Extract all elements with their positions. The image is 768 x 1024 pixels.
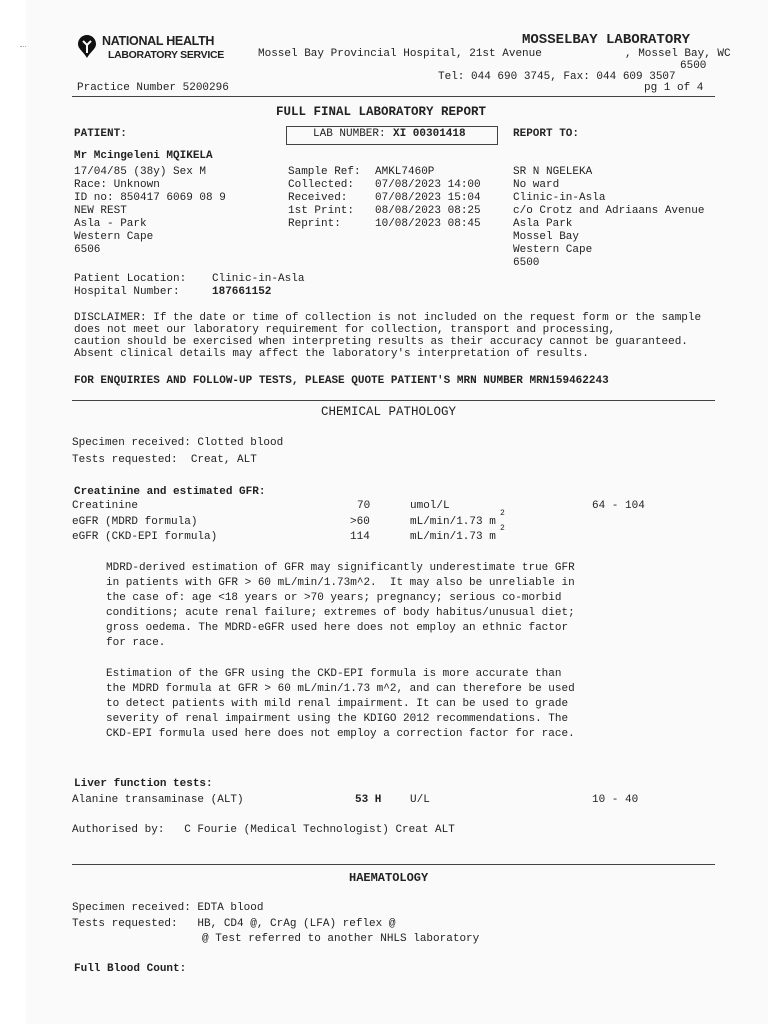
result-value: 114 (350, 531, 370, 543)
divider (72, 864, 715, 865)
collected-value: 07/08/2023 14:00 (375, 179, 481, 191)
hospital-number: 187661152 (212, 286, 272, 298)
enquiries-note: FOR ENQUIRIES AND FOLLOW-UP TESTS, PLEASE QUOTE PATIENT'S MRN NUMBER MRN159462243 (74, 375, 609, 387)
report-title: FULL FINAL LABORATORY REPORT (276, 105, 487, 119)
report-to-line-8: 6500 (513, 257, 540, 269)
page-indicator: pg 1 of 4 (644, 82, 704, 94)
sample-ref: AMKL7460P (375, 166, 435, 178)
patient-location-label: Patient Location: (74, 273, 187, 285)
full-blood-count-heading: Full Blood Count: (74, 963, 187, 975)
haem-tests-requested: Tests requested: HB, CD4 @, CrAg (LFA) reflex @ (72, 918, 396, 930)
reprint-label: Reprint: (288, 218, 341, 230)
lab-number: XI 00301418 (393, 128, 466, 140)
lab-contact: Tel: 044 690 3745, Fax: 044 609 3507 (438, 71, 676, 83)
result-unit: umol/L (410, 500, 450, 512)
haem-specimen: Specimen received: EDTA blood (72, 902, 264, 914)
sample-ref-label: Sample Ref: (288, 166, 361, 178)
divider (72, 96, 715, 97)
lab-address: Mossel Bay Provincial Hospital, 21st Avenue (258, 48, 542, 60)
divider (72, 400, 715, 401)
result-unit: mL/min/1.73 m (410, 516, 496, 528)
ckd-epi-note-line: CKD-EPI formula used here does not employ a correction factor for race. (106, 728, 575, 740)
patient-id: ID no: 850417 6069 08 9 (74, 192, 226, 204)
report-to-line-7: Western Cape (513, 244, 593, 256)
unit-superscript: 2 (500, 524, 505, 533)
disclaimer-line-1: DISCLAIMER: If the date or time of collection is not included on the request form or the sample (74, 312, 702, 324)
hospital-number-label: Hospital Number: (74, 286, 180, 298)
report-to-line-6: Mossel Bay (513, 231, 580, 243)
result-value-flagged: 53 H (355, 794, 382, 806)
org-name-line2: LABORATORY SERVICE (108, 49, 224, 61)
lab-name: MOSSELBAY LABORATORY (522, 32, 691, 48)
patient-label: PATIENT: (74, 128, 127, 140)
collected-label: Collected: (288, 179, 355, 191)
nhls-logo-icon (74, 33, 100, 59)
mdrd-note-line: in patients with GFR > 60 mL/min/1.73m^2. It may also be unreliable in (106, 577, 575, 589)
report-to-line-2: No ward (513, 179, 560, 191)
unit-superscript: 2 (500, 509, 505, 518)
patient-name: Mr Mcingeleni MQIKELA (74, 150, 213, 162)
patient-address-1: NEW REST (74, 205, 127, 217)
result-name: eGFR (CKD-EPI formula) (72, 531, 218, 543)
mdrd-note-line: MDRD-derived estimation of GFR may significantly underestimate true GFR (106, 562, 575, 574)
haem-tests-note: @ Test referred to another NHLS laboratory (202, 933, 480, 945)
result-name: Alanine transaminase (ALT) (72, 794, 244, 806)
org-name-line1: NATIONAL HEALTH (102, 34, 215, 48)
report-to-line-3: Clinic-in-Asla (513, 192, 606, 204)
disclaimer-line-4: Absent clinical details may affect the laboratory's interpretation of results. (74, 348, 589, 360)
mdrd-note-line: for race. (106, 637, 166, 649)
lab-postcode: 6500 (680, 60, 707, 72)
report-to-label: REPORT TO: (513, 128, 580, 140)
patient-address-4: 6506 (74, 244, 101, 256)
ckd-epi-note-line: Estimation of the GFR using the CKD-EPI formula is more accurate than (106, 668, 562, 680)
received-value: 07/08/2023 15:04 (375, 192, 481, 204)
liver-function-heading: Liver function tests: (74, 778, 213, 790)
result-value: >60 (350, 516, 370, 528)
authorised-by: Authorised by: C Fourie (Medical Technologist) Creat ALT (72, 824, 455, 836)
patient-location: Clinic-in-Asla (212, 273, 305, 285)
received-label: Received: (288, 192, 348, 204)
patient-race: Race: Unknown (74, 179, 160, 191)
chem-specimen: Specimen received: Clotted blood (72, 437, 284, 449)
lab-number-label: LAB NUMBER: (313, 128, 386, 140)
patient-address-3: Western Cape (74, 231, 154, 243)
result-name: Creatinine (72, 500, 139, 512)
result-name: eGFR (MDRD formula) (72, 516, 198, 528)
disclaimer-line-2: does not meet our laboratory requirement for collection, transport and processing, (74, 324, 616, 336)
ckd-epi-note-line: severity of renal impairment using the KDIGO 2012 recommendations. The (106, 713, 569, 725)
patient-address-2: Asla - Park (74, 218, 147, 230)
mdrd-note-line: the case of: age <18 years or >70 years; pregnancy; serious co-morbid (106, 592, 562, 604)
ckd-epi-note-line: to detect patients with mild renal impairment. It can be used to grade (106, 698, 569, 710)
first-print-value: 08/08/2023 08:25 (375, 205, 481, 217)
result-unit: U/L (410, 794, 430, 806)
result-range: 64 - 104 (592, 500, 645, 512)
ckd-epi-note-line: the MDRD formula at GFR > 60 mL/min/1.73 m^2, and can therefore be used (106, 683, 575, 695)
chem-tests-requested: Tests requested: Creat, ALT (72, 454, 257, 466)
first-print-label: 1st Print: (288, 205, 355, 217)
mdrd-note-line: gross oedema. The MDRD-eGFR used here does not employ an ethnic factor (106, 622, 569, 634)
lab-address-cont: , Mossel Bay, WC (625, 48, 731, 60)
reprint-value: 10/08/2023 08:45 (375, 218, 481, 230)
patient-dob-sex: 17/04/85 (38y) Sex M (74, 166, 207, 178)
disclaimer-line-3: caution should be exercised when interpreting results as their accuracy cannot be guaranteed. (74, 336, 688, 348)
report-to-line-4: c/o Crotz and Adriaans Avenue (513, 205, 705, 217)
section-title-haematology: HAEMATOLOGY (349, 871, 429, 885)
practice-number: Practice Number 5200296 (77, 82, 229, 94)
result-unit: mL/min/1.73 m (410, 531, 496, 543)
result-range: 10 - 40 (592, 794, 639, 806)
mdrd-note-line: conditions; acute renal failure; extremes of body habitus/unusual diet; (106, 607, 575, 619)
result-value: 70 (357, 500, 371, 512)
report-to-line-5: Asla Park (513, 218, 573, 230)
creatinine-heading: Creatinine and estimated GFR: (74, 486, 266, 498)
section-title-chemical-pathology: CHEMICAL PATHOLOGY (321, 405, 457, 419)
report-to-line-1: SR N NGELEKA (513, 166, 593, 178)
